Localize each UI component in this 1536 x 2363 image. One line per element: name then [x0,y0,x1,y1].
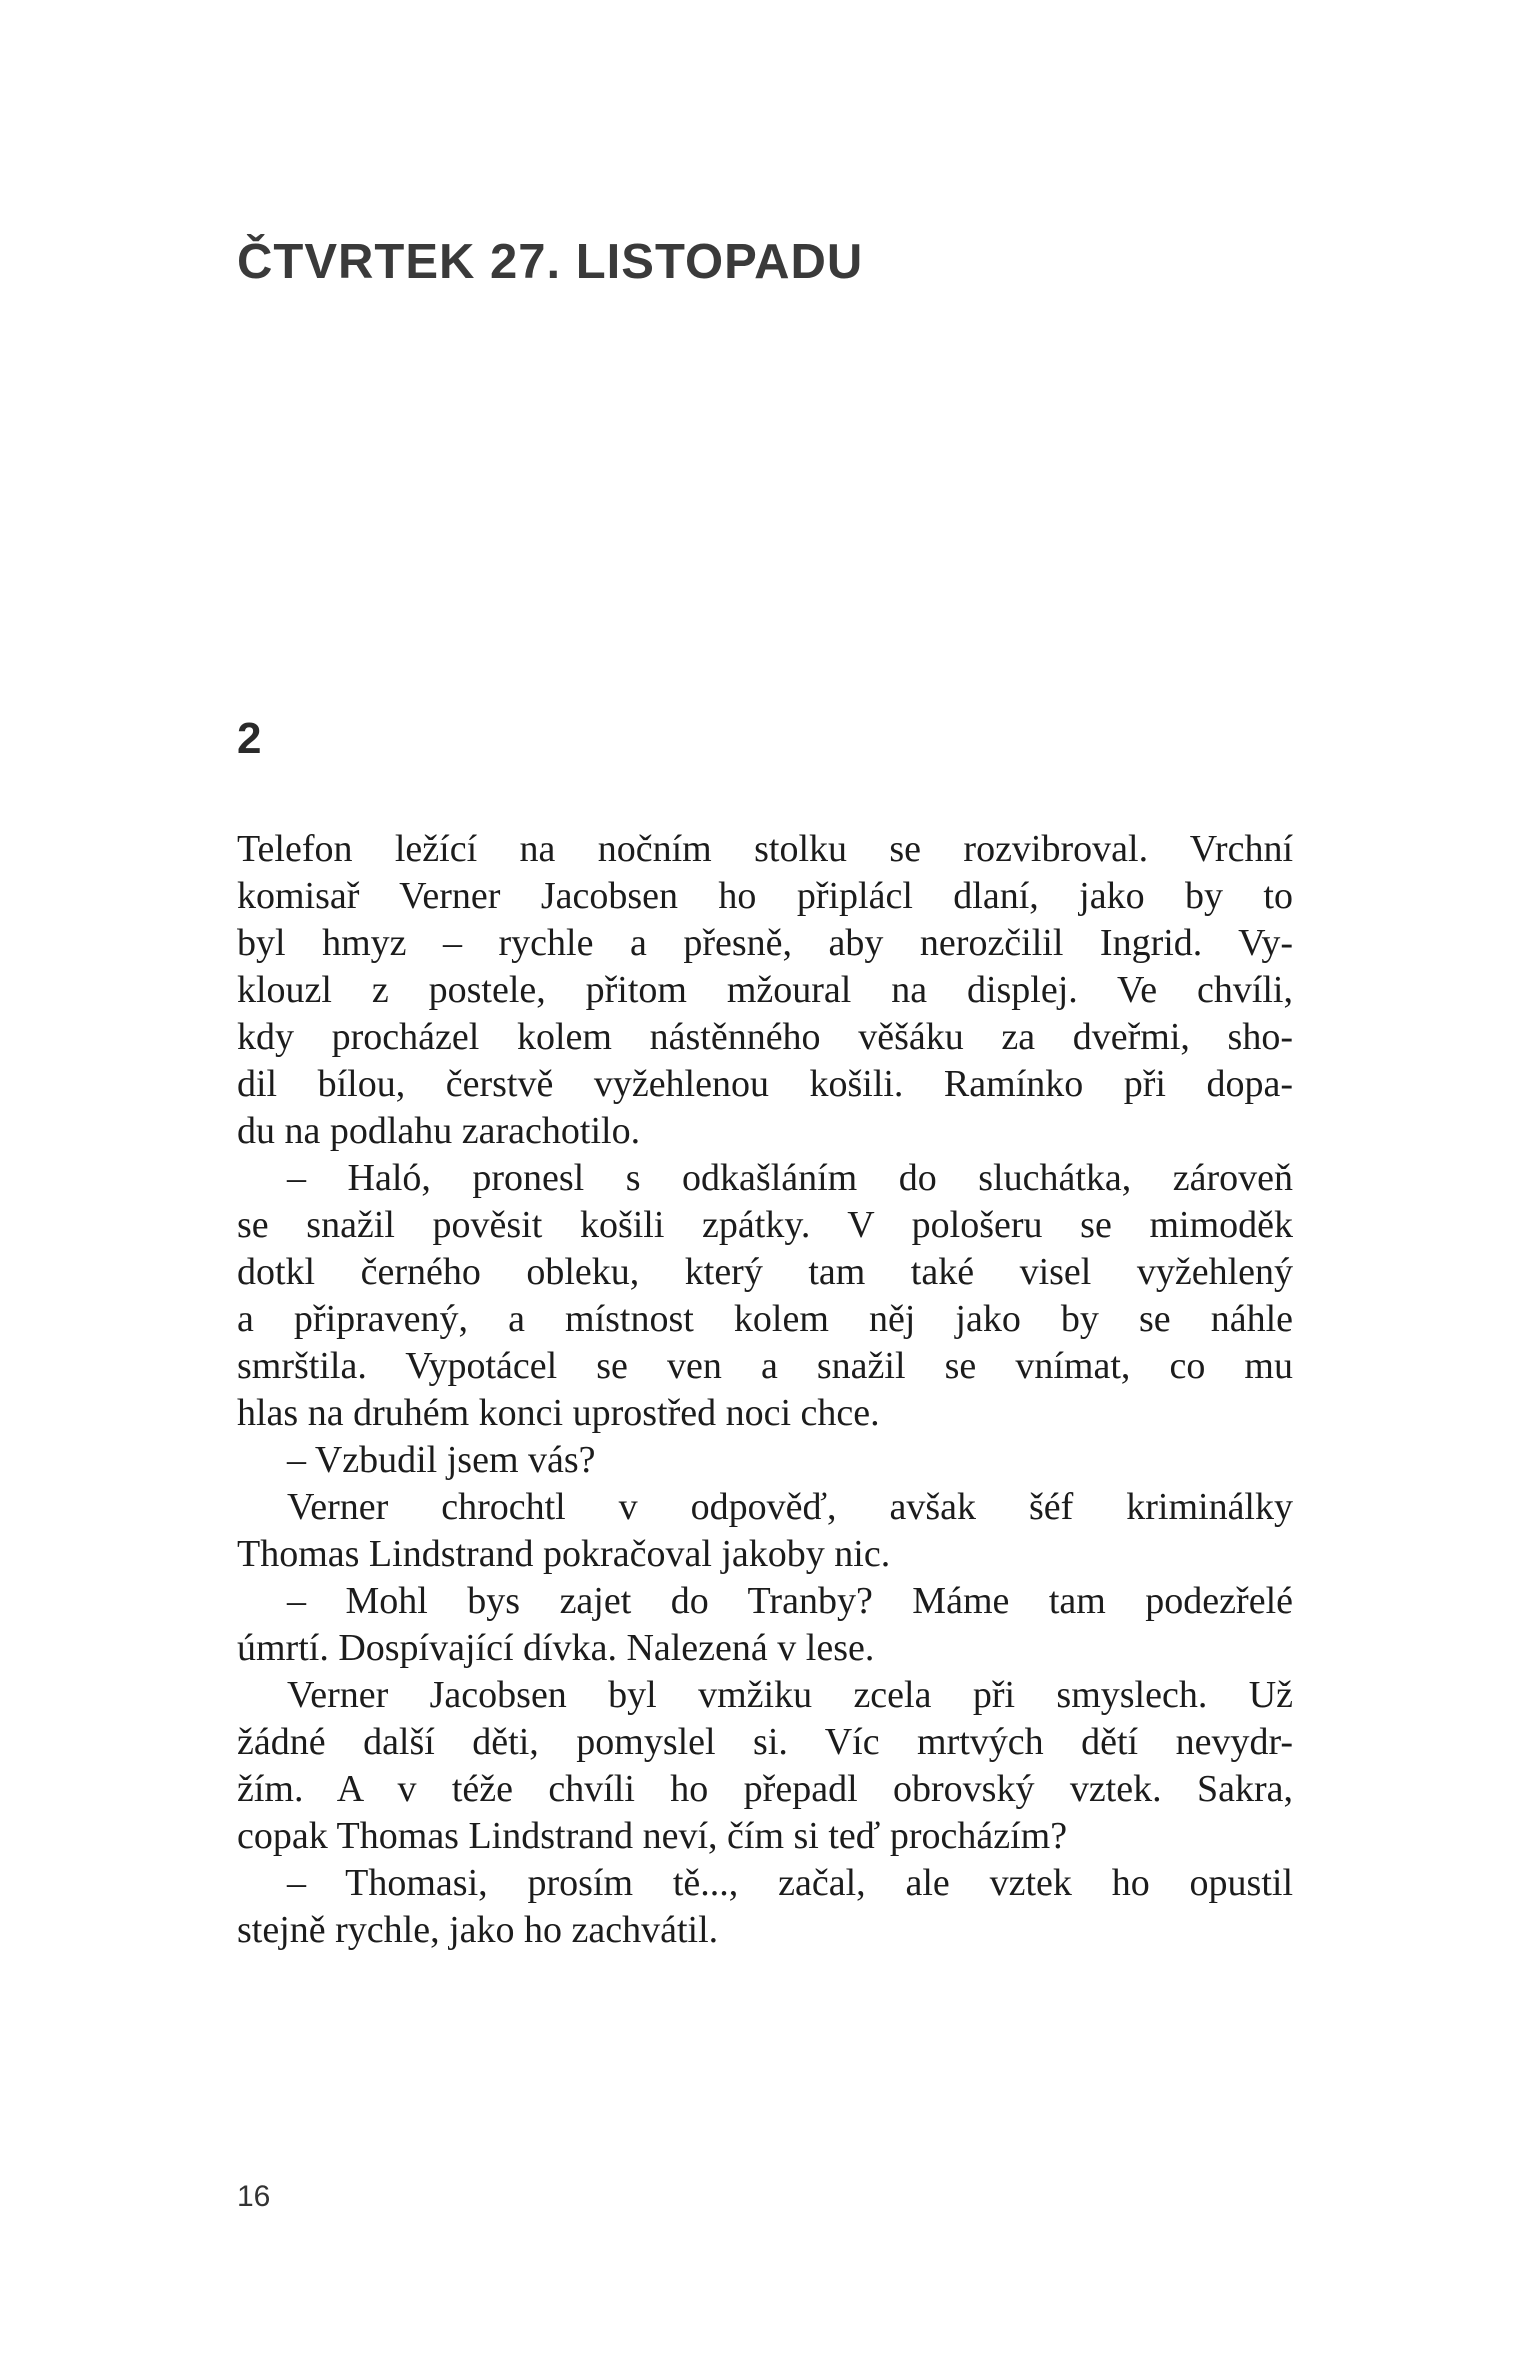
text-line: Verner Jacobsen byl vmžiku zcela při smyslech. Už [287,1674,1293,1716]
page-number: 16 [237,2180,271,2213]
text-line: copak Thomas Lindstrand neví, čím si teď procházím? [237,1815,1068,1857]
text-line: dotkl černého obleku, který tam také visel vyžehlený [237,1251,1293,1293]
text-line: Telefon ležící na nočním stolku se rozvibroval. Vrchní [237,828,1293,870]
chapter-number: 2 [237,714,262,763]
text-line: – Thomasi, prosím tě..., začal, ale vztek ho opustil [287,1862,1293,1904]
text-line: úmrtí. Dospívající dívka. Nalezená v lese. [237,1627,875,1669]
text-line: stejně rychle, jako ho zachvátil. [237,1909,719,1951]
text-line: žím. A v téže chvíli ho přepadl obrovský vztek. Sakra, [237,1768,1293,1810]
text-line: dil bílou, čerstvě vyžehlenou košili. Ramínko při dopa- [237,1063,1293,1105]
text-line: byl hmyz – rychle a přesně, aby nerozčilil Ingrid. Vy- [237,922,1293,964]
text-line: komisař Verner Jacobsen ho připlácl dlaní, jako by to [237,875,1293,917]
text-line: a připravený, a místnost kolem něj jako by se náhle [237,1298,1293,1340]
text-line: smrštila. Vypotácel se ven a snažil se vnímat, co mu [237,1345,1293,1387]
date-heading: ČTVRTEK 27. LISTOPADU [237,235,864,289]
body-text [237,826,1293,1954]
text-line: Thomas Lindstrand pokračoval jakoby nic. [237,1533,891,1575]
text-line: žádné další děti, pomyslel si. Víc mrtvých dětí nevydr- [237,1721,1293,1763]
text-line: klouzl z postele, přitom mžoural na displej. Ve chvíli, [237,969,1293,1011]
text-line: se snažil pověsit košili zpátky. V pološeru se mimoděk [237,1204,1293,1246]
text-line: – Mohl bys zajet do Tranby? Máme tam podezřelé [287,1580,1293,1622]
text-line: du na podlahu zarachotilo. [237,1110,641,1152]
text-line: – Haló, pronesl s odkašláním do sluchátka, zároveň [287,1157,1293,1199]
text-line: Verner chrochtl v odpověď, avšak šéf kriminálky [287,1486,1293,1528]
text-line: hlas na druhém konci uprostřed noci chce. [237,1392,880,1434]
text-line: – Vzbudil jsem vás? [287,1439,596,1481]
text-line: kdy procházel kolem nástěnného věšáku za dveřmi, sho- [237,1016,1293,1058]
